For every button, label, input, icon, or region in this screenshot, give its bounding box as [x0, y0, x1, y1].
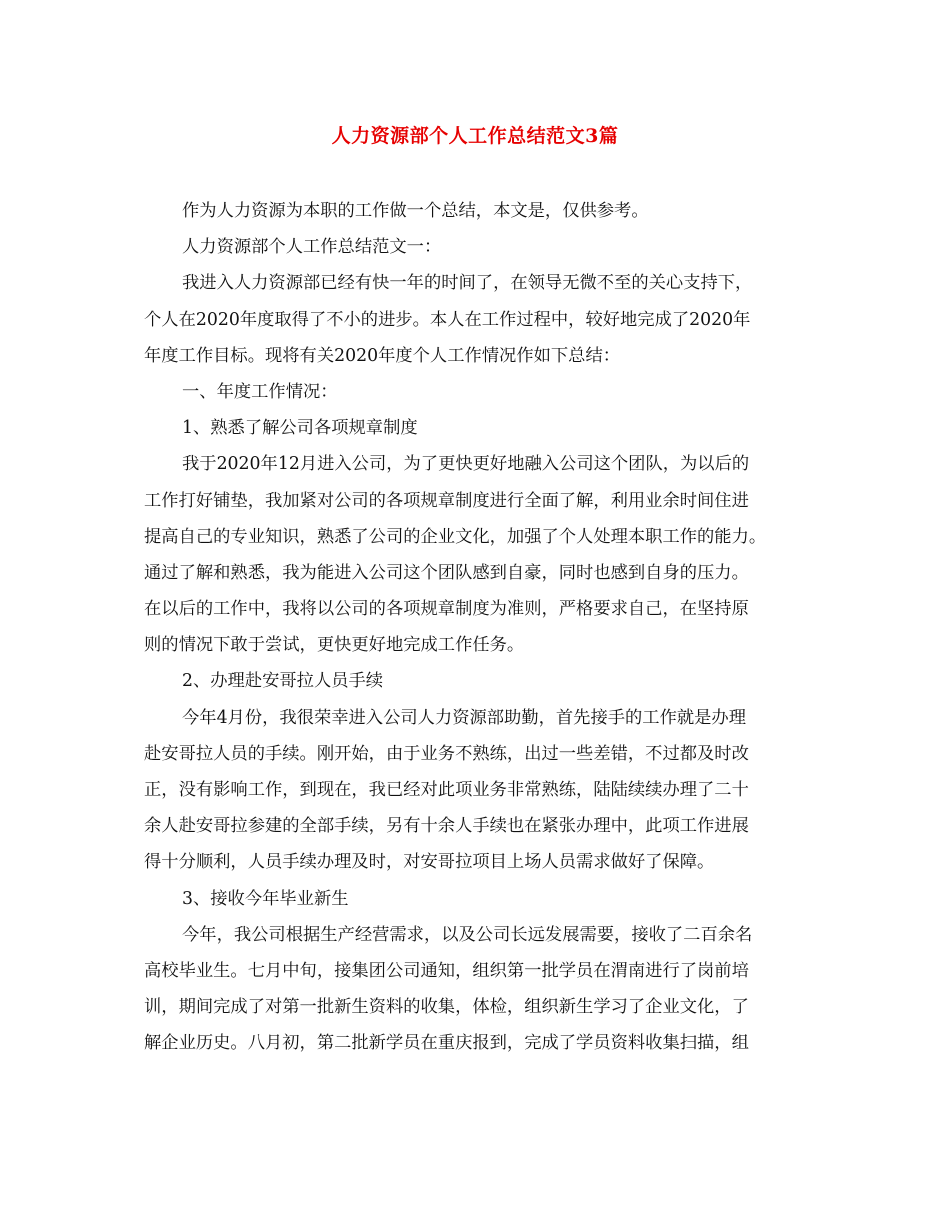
paragraph-line: 高校毕业生。七月中旬，接集团公司通知，组织第一批学员在渭南进行了岗前培 [144, 960, 749, 981]
paragraph-line: 赴安哥拉人员的手续。刚开始，由于业务不熟练，出过一些差错，不过都及时改 [144, 743, 749, 764]
paragraph-line: 作为人力资源为本职的工作做一个总结，本文是，仅供参考。 [182, 201, 649, 221]
paragraph-line: 工作打好铺垫，我加紧对公司的各项规章制度进行全面了解，利用业余时间住进 [144, 490, 749, 511]
document-title: 人力资源部个人工作总结范文3篇 [331, 125, 619, 147]
paragraph-line: 我进入人力资源部已经有快一年的时间了，在领导无微不至的关心支持下， [182, 273, 753, 294]
subsection-heading: 2、办理赴安哥拉人员手续 [182, 671, 384, 692]
paragraph-line: 今年，我公司根据生产经营需求，以及公司长远发展需要，接收了二百余名 [182, 924, 753, 945]
paragraph-line: 提高自己的专业知识，熟悉了公司的企业文化，加强了个人处理本职工作的能力。 [144, 526, 767, 547]
subsection-heading: 1、熟悉了解公司各项规章制度 [182, 418, 418, 439]
paragraph-line: 解企业历史。八月初，第二批新学员在重庆报到，完成了学员资料收集扫描，组 [144, 1033, 749, 1054]
subsection-heading: 3、接收今年毕业新生 [182, 888, 349, 909]
paragraph-line: 在以后的工作中，我将以公司的各项规章制度为准则，严格要求自己，在坚持原 [144, 599, 749, 620]
paragraph-line: 我于2020年12月进入公司，为了更快更好地融入公司这个团队，为以后的 [182, 454, 750, 475]
paragraph-line: 个人在2020年度取得了不小的进步。本人在工作过程中，较好地完成了2020年 [144, 309, 751, 330]
paragraph-line: 得十分顺利，人员手续办理及时，对安哥拉项目上场人员需求做好了保障。 [144, 852, 715, 873]
paragraph-line: 通过了解和熟悉，我为能进入公司这个团队感到自豪，同时也感到自身的压力。 [144, 562, 749, 583]
section-heading: 一、年度工作情况： [182, 381, 338, 402]
document-body [144, 193, 804, 1062]
paragraph-line: 则的情况下敢于尝试，更快更好地完成工作任务。 [144, 635, 525, 656]
paragraph-line: 余人赴安哥拉参建的全部手续，另有十余人手续也在紧张办理中，此项工作进展 [144, 816, 749, 837]
paragraph-line: 正，没有影响工作，到现在，我已经对此项业务非常熟练，陆陆续续办理了二十 [144, 780, 749, 800]
paragraph-line: 今年4月份，我很荣幸进入公司人力资源部助勤，首先接手的工作就是办理 [182, 707, 746, 728]
paragraph-line: 训，期间完成了对第一批新生资料的收集，体检，组织新生学习了企业文化，了 [144, 997, 749, 1018]
paragraph-line: 人力资源部个人工作总结范文一： [182, 237, 442, 258]
paragraph-line: 年度工作目标。现将有关2020年度个人工作情况作如下总结： [144, 345, 621, 366]
